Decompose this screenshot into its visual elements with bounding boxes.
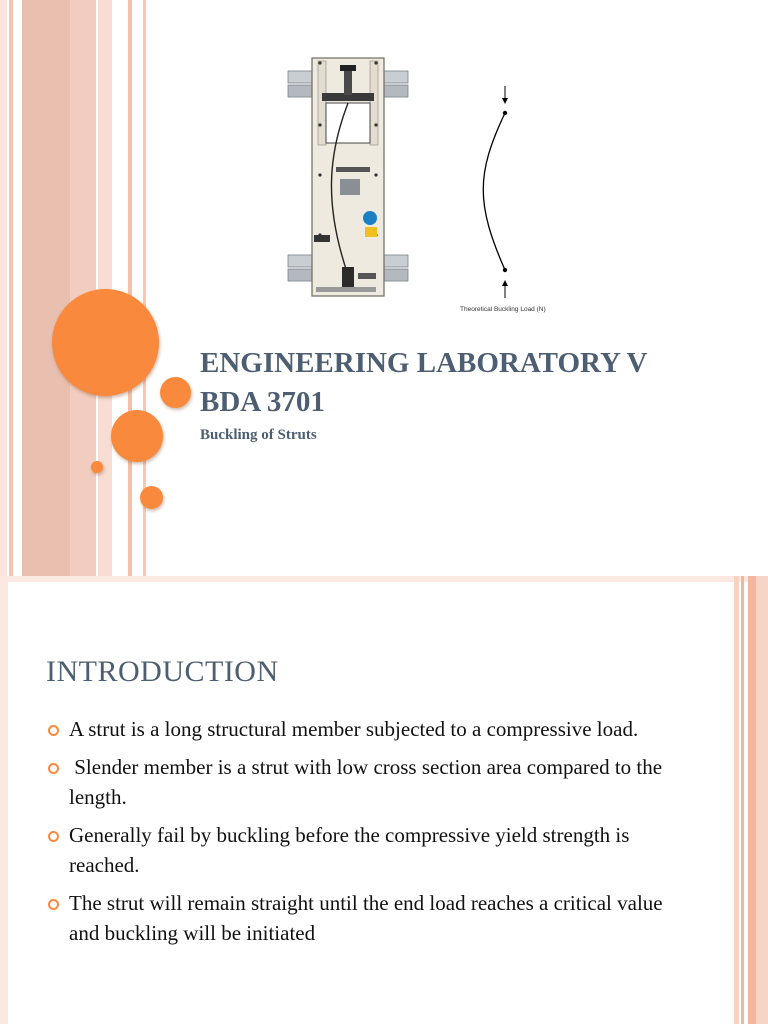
decorative-stripe bbox=[98, 0, 112, 576]
title-line-1: ENGINEERING LABORATORY V bbox=[200, 347, 648, 379]
bullet-text: Slender member is a strut with low cross section area compared to the length. bbox=[69, 755, 668, 809]
decorative-stripe bbox=[128, 0, 132, 576]
decorative-stripe bbox=[734, 576, 739, 1024]
bullet-icon bbox=[48, 725, 59, 736]
bullet-icon bbox=[48, 899, 59, 910]
slide-border bbox=[0, 576, 8, 1024]
list-item bbox=[46, 888, 696, 948]
diagram-caption: Theoretical Buckling Load (N) bbox=[460, 306, 546, 313]
decorative-stripe bbox=[756, 576, 768, 1024]
decorative-stripe bbox=[70, 0, 96, 576]
buckling-diagram bbox=[468, 84, 548, 304]
decorative-circle bbox=[140, 486, 163, 509]
decorative-stripe bbox=[741, 576, 744, 1024]
list-item bbox=[46, 820, 696, 880]
decorative-stripe bbox=[0, 0, 7, 576]
decorative-circle bbox=[91, 461, 103, 473]
bullet-text: A strut is a long structural member subjected to a compressive load. bbox=[69, 717, 639, 741]
decorative-stripe bbox=[9, 0, 13, 576]
decorative-stripe bbox=[748, 576, 756, 1024]
decorative-circle bbox=[160, 377, 191, 408]
decorative-stripe bbox=[22, 0, 70, 576]
list-item bbox=[46, 752, 696, 812]
bullet-list bbox=[46, 714, 696, 956]
bullet-icon bbox=[48, 763, 59, 774]
decorative-circle bbox=[52, 289, 159, 396]
strut-apparatus-image bbox=[286, 55, 410, 300]
bullet-icon bbox=[48, 831, 59, 842]
slide-subtitle: Buckling of Struts bbox=[200, 427, 317, 443]
slide-border bbox=[0, 576, 768, 582]
slide-title bbox=[200, 344, 740, 422]
bullet-text: Generally fail by buckling before the compressive yield strength is reached. bbox=[69, 823, 630, 877]
bullet-text: The strut will remain straight until the end load reaches a critical value and buckling will be initiated bbox=[69, 891, 663, 945]
title-line-2: BDA 3701 bbox=[200, 386, 325, 418]
list-item bbox=[46, 714, 696, 744]
decorative-circle bbox=[111, 410, 163, 462]
introduction-slide bbox=[0, 576, 768, 1024]
slide-heading: INTRODUCTION bbox=[46, 655, 279, 688]
